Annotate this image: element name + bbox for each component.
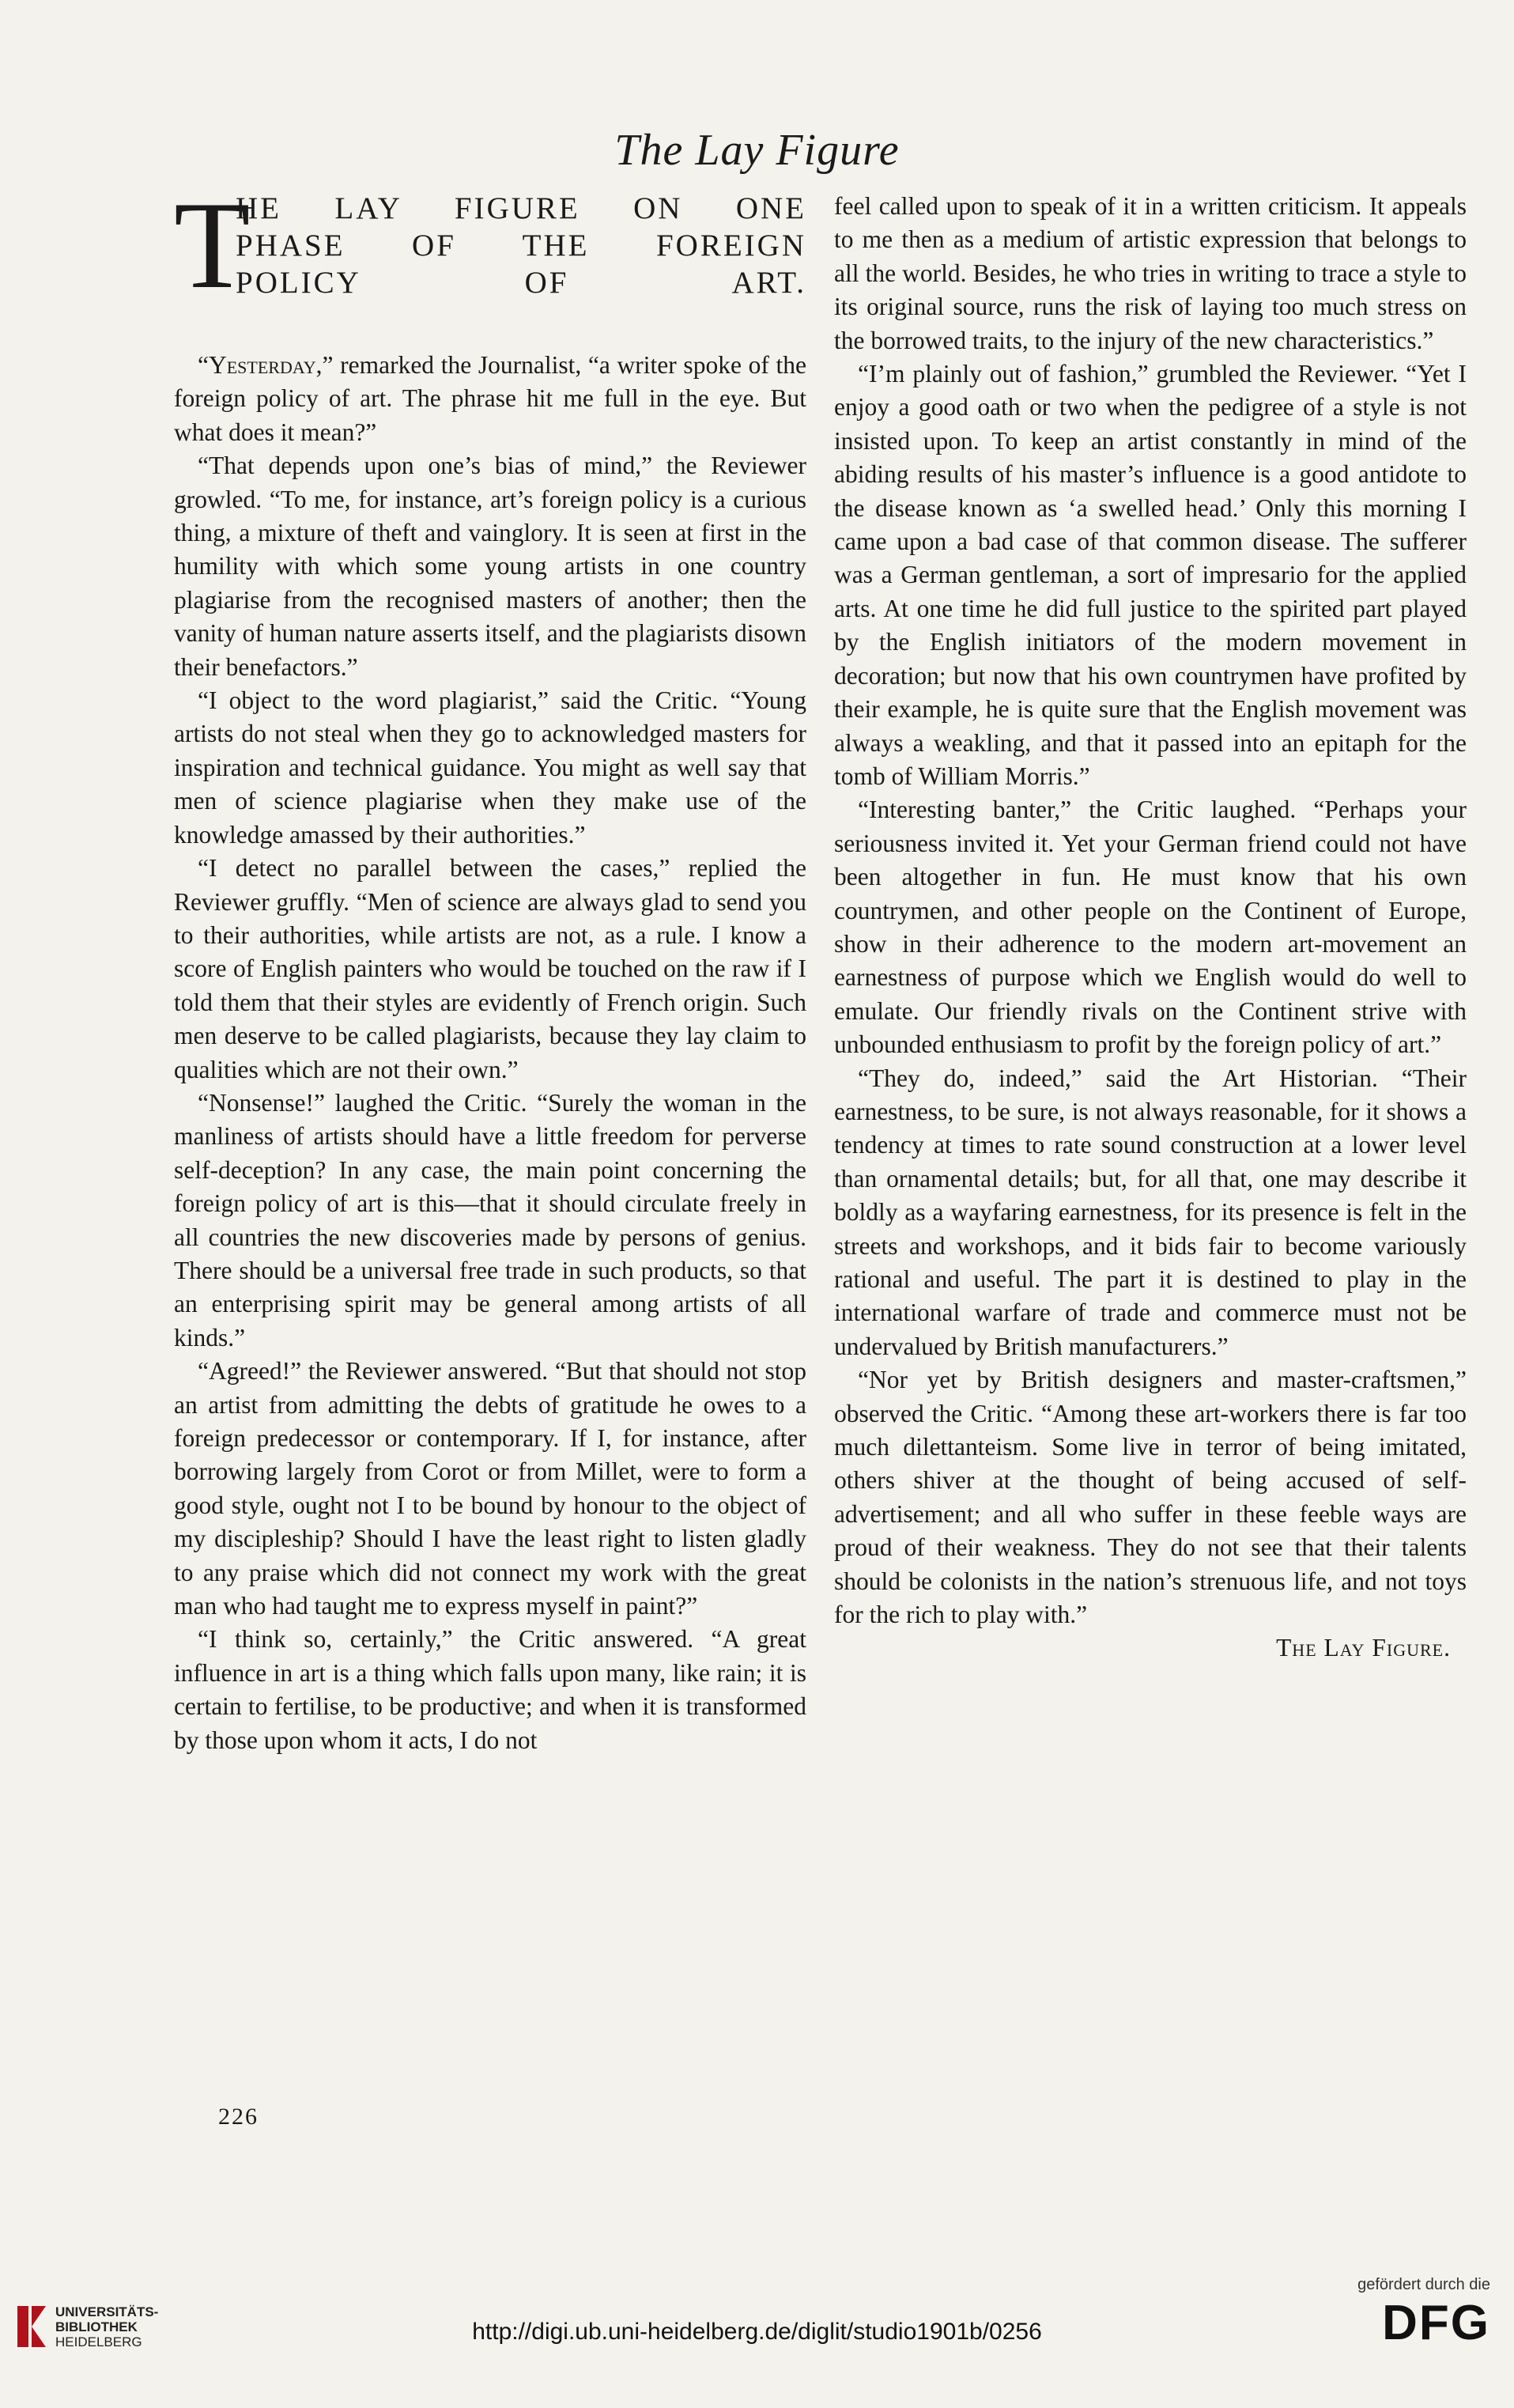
sponsor-note: gefördert durch die: [1357, 2276, 1490, 2293]
library-line: HEIDELBERG: [55, 2334, 142, 2349]
paragraph: “I detect no parallel between the cases,” replied the Reviewer gruffly. “Men of science are always glad to send you to their authorities, while artists are not, as a rule. I know a score of English painters who would be touched on the raw if I told them that their styles are evidently of French origin. Such men deserve to be called plagiarists, because they lay claim to qualities which are not their own.”: [174, 854, 806, 1083]
paragraph: “I object to the word plagiarist,” said the Critic. “Young artists do not steal when they go to acknowledged masters for inspiration and technical guidance. You might as well say that men of science plagiarise when they make use of the knowledge amassed by their authorities.”: [174, 686, 806, 849]
right-column: [834, 190, 1467, 1665]
paragraph: “I think so, certainly,” the Critic answered. “A great influence in art is a thing which falls upon many, like rain; it is certain to fertilise, to be productive; and when it is transformed by those upon whom it acts, I do not: [174, 1625, 806, 1754]
paragraph: “Interesting banter,” the Critic laughed. “Perhaps your seriousness invited it. Yet your German friend could not have been altogether in fun. He must know that his own countrymen, and other people on the Continent of Europe, show in their adherence to the modern art-movement an earnestness of purpose which we English would do well to emulate. Our friendly rivals on the Continent strive with unbounded enthusiasm to profit by the foreign policy of art.”: [834, 796, 1467, 1059]
paragraph: “They do, indeed,” said the Art Historian. “Their earnestness, to be sure, is not always reasonable, for it shows a tendency at times to rate sound construction at a lower level than ornamental details; but, for all that, one may describe it boldly as a wayfaring earnestness, for its presence is felt in the streets and workshops, and it bids fair to become variously rational and useful. The part it is destined to play in the international warfare of trade and commerce must not be undervalued by British manufacturers.”: [834, 1064, 1467, 1360]
lead-word: Yesterday,: [208, 351, 323, 379]
paragraph: “Nonsense!” laughed the Critic. “Surely the woman in the manliness of artists should have a little freedom for perverse self-deception? In any case, the main point concerning the foreign policy of art is this—that it should circulate freely in all countries the new discoveries made by persons of genius. There should be a universal free trade in such products, so that an enterprising spirit may be general among artists of all kinds.”: [174, 1088, 806, 1351]
signature: The Lay Figure.: [1276, 1634, 1451, 1662]
running-head: The Lay Figure: [614, 126, 900, 175]
title-line: PHASE OF THE FOREIGN: [236, 229, 806, 263]
page-number: 226: [218, 2104, 259, 2130]
dfg-logo: DFG: [1382, 2296, 1490, 2350]
title-line: POLICY OF ART.: [236, 266, 806, 300]
paragraph: “I’m plainly out of fashion,” grumbled the Reviewer. “Yet I enjoy a good oath or two when the pedigree of a style is not insisted upon. To keep an artist constantly in mind of the abiding results of his master’s influence is a good antidote to the disease known as ‘a swelled head.’ Only this morning I came upon a bad case of that common disease. The sufferer was a German gentleman, a sort of impresario for the applied arts. At one time he did full justice to the spirited part played by the English initiators of the modern movement in decoration; but now that his own countrymen have profited by their example, he is quite sure that the English movement was always a weakling, and that it passed into an epitaph for the tomb of William Morris.”: [834, 360, 1467, 790]
article-title: [174, 176, 806, 315]
right-paragraphs: [834, 190, 1467, 1631]
sponsor[interactable]: [1357, 2276, 1490, 2353]
source-url-link[interactable]: http://digi.ub.uni-heidelberg.de/diglit/studio1901b/0256: [472, 2319, 1042, 2345]
left-column: [174, 176, 806, 1757]
paragraph: “Nor yet by British designers and master-craftsmen,” observed the Critic. “Among these art-workers there is far too much dilettanteism. Some live in terror of being imitated, others shiver at the thought of being accused of self-advertisement; and all who suffer in these feeble ways are proud of their weakness. They do not see that their talents should be colonists in the nation’s strenuous life, and not toys for the rich to play with.”: [834, 1366, 1467, 1629]
paragraph: “Agreed!” the Reviewer answered. “But that should not stop an artist from admitting the debts of gratitude he owes to a foreign predecessor or contemporary. If I, for instance, after borrowing largely from Corot or from Millet, were to form a good style, ought not I to be bound by honour to the object of my discipleship? Should I have the least right to listen gladly to any praise which did not connect my work with the great man who had taught me to express myself in paint?”: [174, 1357, 806, 1620]
library-line: UNIVERSITÄTS-: [55, 2304, 159, 2319]
title-line: HE LAY FIGURE ON ONE: [236, 191, 806, 225]
left-paragraphs: [174, 349, 806, 1757]
paragraph: “That depends upon one’s bias of mind,” the Reviewer growled. “To me, for instance, art’s foreign policy is a curious thing, a mixture of theft and vainglory. It is seen at first in the humility with which some young artists in one country plagiarise from the recognised masters of another; then the vanity of human nature asserts itself, and the plagiarists disown their benefactors.”: [174, 452, 806, 681]
paragraph: feel called upon to speak of it in a written criticism. It appeals to me then as a medium of artistic expression that belongs to all the world. Besides, he who tries in writing to trace a style to its original source, runs the risk of laying too much stress on the borrowed traits, to the injury of the new characteristics.”: [834, 192, 1467, 354]
library-line: BIBLIOTHEK: [55, 2319, 138, 2334]
paragraph: “Yesterday,” remarked the Journalist, “a writer spoke of the foreign policy of art. The phrase hit me full in the eye. But what does it mean?”: [174, 351, 806, 446]
footer: [0, 2254, 1514, 2408]
drop-cap: T: [174, 176, 251, 315]
